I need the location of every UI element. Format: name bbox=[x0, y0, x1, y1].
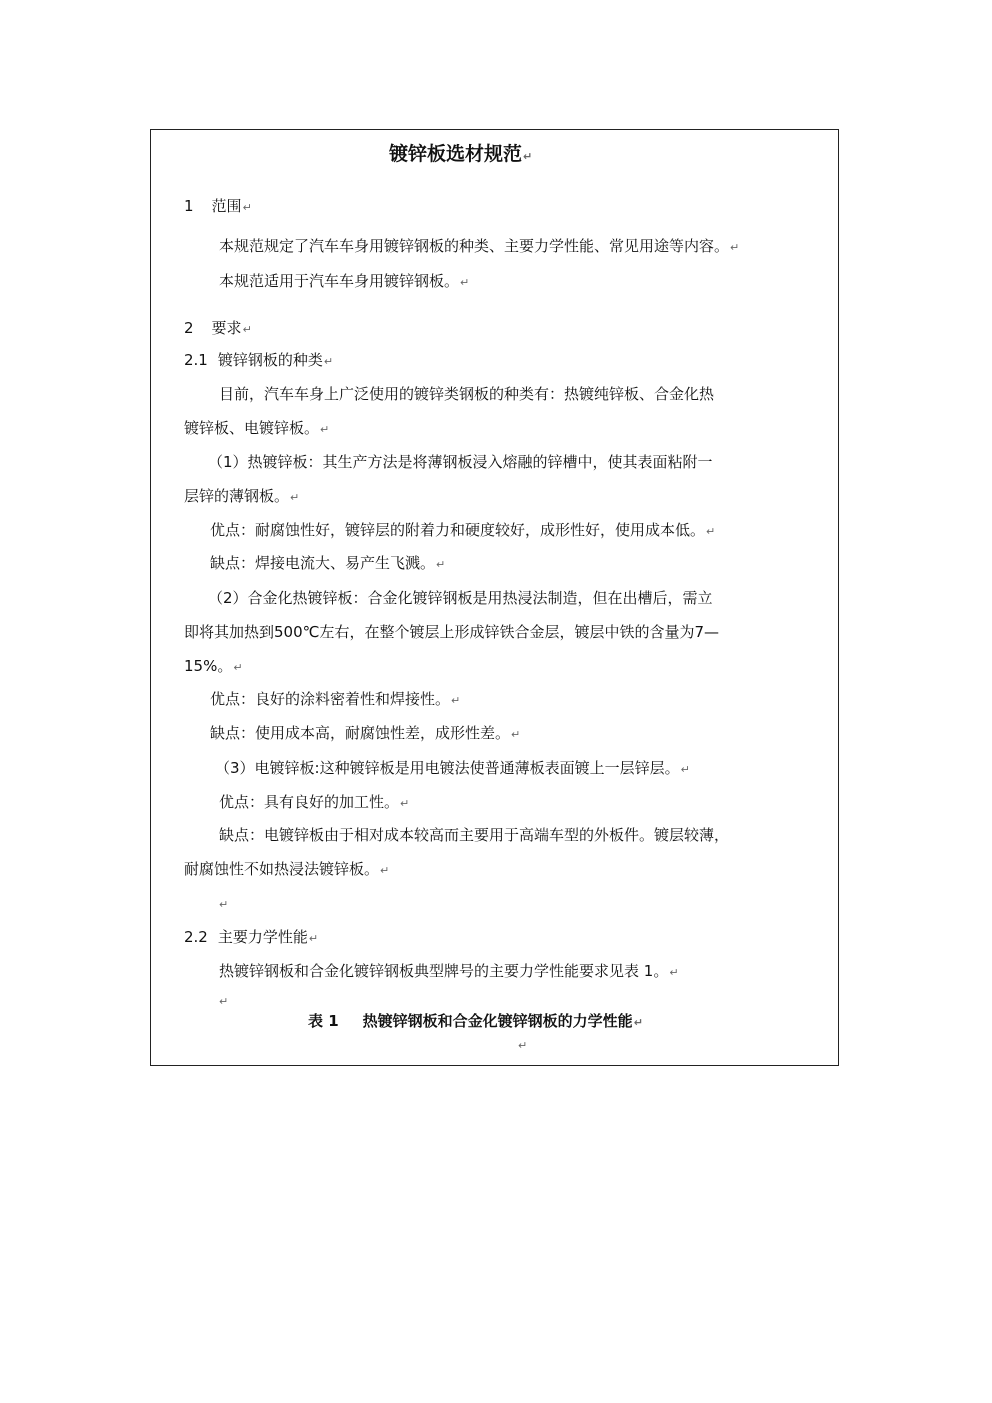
paragraph-mark: ↵ bbox=[219, 995, 229, 1008]
paragraph-mark: ↵ bbox=[669, 966, 679, 979]
paragraph-text: 热镀锌钢板和合金化镀锌钢板典型牌号的主要力学性能要求见表 1。 bbox=[219, 962, 669, 980]
pros-text: 优点：良好的涂料密着性和焊接性。 bbox=[210, 690, 451, 708]
body-line bbox=[208, 588, 713, 608]
paragraph-mark: ↵ bbox=[242, 201, 252, 214]
paragraph-mark: ↵ bbox=[451, 694, 461, 707]
paragraph-mark: ↵ bbox=[633, 1016, 643, 1029]
list-item-text: 层锌的薄钢板。 bbox=[184, 487, 290, 505]
table-caption bbox=[308, 1011, 643, 1033]
body-line bbox=[184, 418, 329, 440]
empty-paragraph bbox=[517, 1034, 527, 1056]
paragraph-mark: ↵ bbox=[242, 323, 252, 336]
cons-text: 耐腐蚀性不如热浸法镀锌板。 bbox=[184, 860, 380, 878]
list-item-text: 15%。 bbox=[184, 657, 233, 675]
paragraph-text: 目前，汽车车身上广泛使用的镀锌类钢板的种类有：热镀纯锌板、合金化热 bbox=[219, 385, 715, 403]
cons-text: 缺点：焊接电流大、易产生飞溅。 bbox=[210, 554, 436, 572]
section-1-paragraph bbox=[219, 271, 469, 293]
paragraph-mark: ↵ bbox=[290, 491, 300, 504]
empty-paragraph bbox=[218, 990, 228, 1012]
paragraph-mark: ↵ bbox=[511, 728, 521, 741]
paragraph-mark: ↵ bbox=[436, 558, 446, 571]
paragraph-text: 本规范适用于汽车车身用镀锌钢板。 bbox=[219, 272, 460, 290]
subsection-title: 主要力学性能 bbox=[217, 928, 308, 946]
cons-line bbox=[210, 553, 445, 575]
paragraph-mark: ↵ bbox=[523, 150, 533, 163]
section-title: 要求 bbox=[211, 319, 242, 337]
paragraph-mark: ↵ bbox=[323, 355, 334, 368]
body-line bbox=[184, 656, 243, 678]
cons-text: 缺点：使用成本高，耐腐蚀性差，成形性差。 bbox=[210, 724, 511, 742]
section-number: 2 bbox=[184, 319, 194, 337]
paragraph-mark: ↵ bbox=[308, 932, 319, 945]
paragraph-mark: ↵ bbox=[233, 661, 243, 674]
section-2-2-paragraph bbox=[219, 961, 679, 983]
pros-text: 优点：耐腐蚀性好，镀锌层的附着力和硬度较好，成形性好，使用成本低。 bbox=[210, 521, 706, 539]
body-line bbox=[184, 859, 389, 881]
list-item-text: （2）合金化热镀锌板：合金化镀锌钢板是用热浸法制造，但在出槽后，需立 bbox=[208, 589, 713, 607]
table-label: 表 1 bbox=[308, 1012, 339, 1030]
cons-line bbox=[219, 825, 729, 845]
body-line bbox=[184, 622, 719, 642]
subsection-title: 镀锌钢板的种类 bbox=[217, 351, 323, 369]
section-2-heading bbox=[184, 318, 252, 340]
list-item-text: （1）热镀锌板：其生产方法是将薄钢板浸入熔融的锌槽中，使其表面粘附一 bbox=[208, 453, 713, 471]
paragraph-mark: ↵ bbox=[320, 423, 330, 436]
section-1-paragraph bbox=[219, 236, 739, 258]
body-line bbox=[219, 384, 714, 404]
document-title-line bbox=[389, 142, 532, 169]
cons-text: 缺点：电镀锌板由于相对成本较高而主要用于高端车型的外板件。镀层较薄， bbox=[219, 826, 730, 844]
pros-line bbox=[219, 792, 409, 814]
paragraph-text: 本规范规定了汽车车身用镀锌钢板的种类、主要力学性能、常见用途等内容。 bbox=[219, 237, 730, 255]
body-line bbox=[184, 486, 299, 508]
section-1-heading bbox=[184, 196, 252, 218]
section-title: 范围 bbox=[211, 197, 242, 215]
body-line bbox=[215, 758, 690, 780]
list-item-text: （3）电镀锌板:这种镀锌板是用电镀法使普通薄板表面镀上一层锌层。 bbox=[215, 759, 680, 777]
paragraph-mark: ↵ bbox=[400, 797, 410, 810]
subsection-number: 2.2 bbox=[184, 928, 208, 946]
pros-line bbox=[210, 689, 460, 711]
paragraph-mark: ↵ bbox=[518, 1039, 528, 1052]
empty-paragraph bbox=[218, 893, 228, 915]
cons-line bbox=[210, 723, 520, 745]
document-title: 镀锌板选材规范 bbox=[389, 143, 523, 165]
paragraph-mark: ↵ bbox=[219, 898, 229, 911]
paragraph-mark: ↵ bbox=[706, 525, 716, 538]
paragraph-mark: ↵ bbox=[460, 276, 470, 289]
subsection-number: 2.1 bbox=[184, 351, 208, 369]
paragraph-text: 镀锌板、电镀锌板。 bbox=[184, 419, 320, 437]
subsection-2-1-heading bbox=[184, 350, 333, 372]
body-line bbox=[208, 452, 713, 472]
paragraph-mark: ↵ bbox=[730, 241, 740, 254]
paragraph-mark: ↵ bbox=[380, 864, 390, 877]
subsection-2-2-heading bbox=[184, 927, 318, 949]
list-item-text: 即将其加热到500℃左右，在整个镀层上形成锌铁合金层，镀层中铁的含量为7— bbox=[184, 623, 720, 641]
pros-line bbox=[210, 520, 715, 542]
pros-text: 优点：具有良好的加工性。 bbox=[219, 793, 400, 811]
section-number: 1 bbox=[184, 197, 194, 215]
table-caption-text: 热镀锌钢板和合金化镀锌钢板的力学性能 bbox=[362, 1012, 633, 1030]
paragraph-mark: ↵ bbox=[680, 763, 690, 776]
